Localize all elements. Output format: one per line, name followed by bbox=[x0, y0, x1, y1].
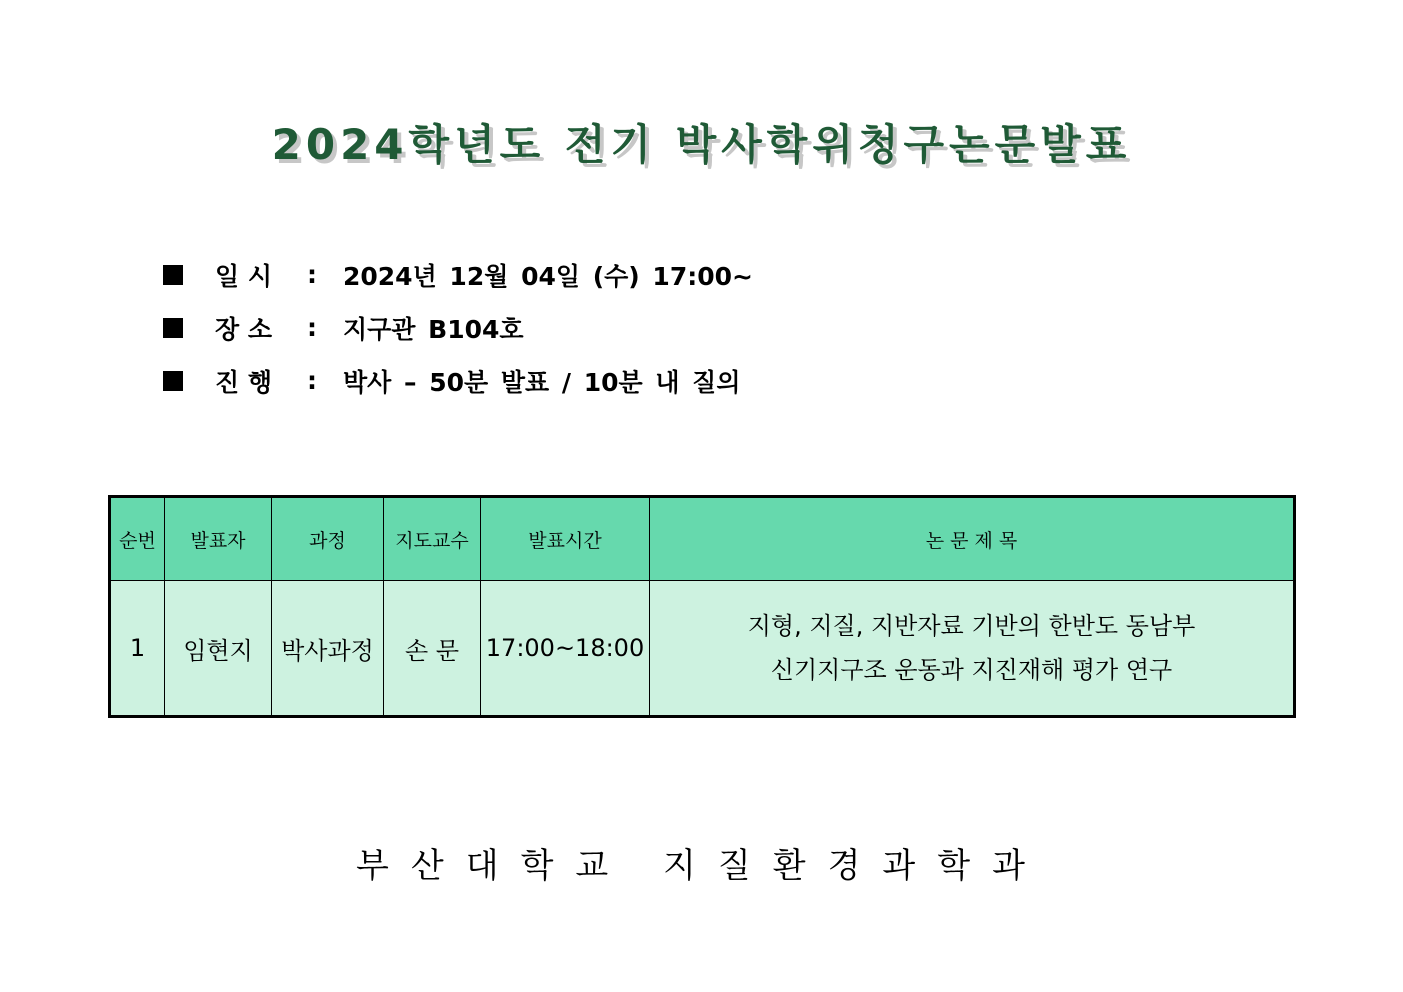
info-value: 박사 – 50분 발표 / 10분 내 질의 bbox=[343, 367, 741, 397]
cell-thesis-title bbox=[650, 581, 1295, 717]
header-thesis-title: 논 문 제 목 bbox=[650, 497, 1295, 581]
presentation-schedule-table bbox=[108, 495, 1296, 718]
cell-order: 1 bbox=[110, 581, 165, 717]
square-bullet-icon bbox=[163, 318, 183, 338]
info-item-location bbox=[163, 301, 753, 354]
info-colon: : bbox=[307, 260, 317, 289]
department-name: 부산대학교 지질환경과학과 bbox=[356, 846, 1047, 886]
info-colon: : bbox=[307, 366, 317, 395]
cell-course: 박사과정 bbox=[272, 581, 384, 717]
info-label: 일 시 bbox=[215, 261, 273, 291]
info-value: 지구관 B104호 bbox=[343, 314, 524, 344]
cell-advisor: 손 문 bbox=[384, 581, 481, 717]
info-label: 진 행 bbox=[215, 367, 273, 397]
thesis-title-line-2: 신기지구조 운동과 지진재해 평가 연구 bbox=[770, 656, 1173, 684]
table-row bbox=[110, 581, 1295, 717]
header-order: 순번 bbox=[110, 497, 165, 581]
square-bullet-icon bbox=[163, 371, 183, 391]
header-course: 과정 bbox=[272, 497, 384, 581]
info-label: 장 소 bbox=[215, 314, 273, 344]
info-item-datetime bbox=[163, 248, 753, 301]
header-time: 발표시간 bbox=[481, 497, 650, 581]
page-title: 2024학년도 전기 박사학위청구논문발표 bbox=[271, 120, 1132, 169]
info-value: 2024년 12월 04일 (수) 17:00~ bbox=[343, 261, 753, 291]
event-info-list bbox=[163, 248, 753, 407]
header-presenter: 발표자 bbox=[165, 497, 272, 581]
info-colon: : bbox=[307, 313, 317, 342]
header-advisor: 지도교수 bbox=[384, 497, 481, 581]
thesis-title-line-1: 지형, 지질, 지반자료 기반의 한반도 동남부 bbox=[747, 612, 1196, 640]
table-header-row bbox=[110, 497, 1295, 581]
square-bullet-icon bbox=[163, 265, 183, 285]
cell-presenter: 임현지 bbox=[165, 581, 272, 717]
info-item-procedure bbox=[163, 354, 753, 407]
cell-time: 17:00~18:00 bbox=[481, 581, 650, 717]
